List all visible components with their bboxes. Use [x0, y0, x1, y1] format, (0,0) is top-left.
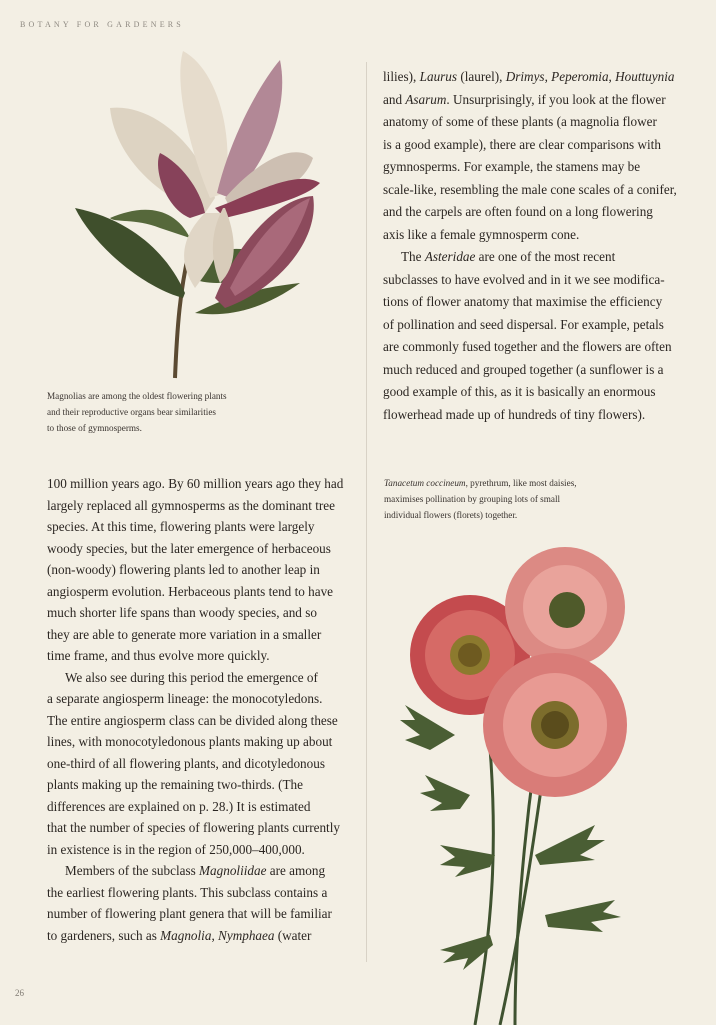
text-line — [47, 731, 343, 753]
italic-term: Asteridae — [424, 249, 476, 264]
text-segment: is a good example), there are clear comparisons with — [383, 136, 661, 152]
text-segment: that the number of species of flowering plants currently — [47, 820, 340, 835]
text-segment: gymnosperms. For example, the stamens may be — [383, 159, 641, 174]
text-segment: a separate angiosperm lineage: the monocotyledons. — [47, 691, 323, 706]
text-segment: (non-woody) flowering plants led to another leap in — [47, 562, 320, 577]
text-line — [47, 602, 343, 624]
text-line — [383, 111, 677, 134]
text-segment: to gardeners, such as — [47, 927, 161, 943]
text-line — [47, 860, 343, 882]
text-segment: and the carpels are often found on a long flowering — [383, 204, 653, 219]
text-line — [47, 753, 343, 775]
text-segment: , — [544, 69, 552, 84]
text-line — [47, 817, 343, 839]
text-segment: good example of this, as it is basically an enormous — [383, 384, 656, 399]
caption-line — [47, 420, 227, 436]
caption-segment: to those of gymnosperms. — [47, 423, 142, 433]
text-line — [47, 774, 343, 796]
pyrethrum-illustration — [395, 535, 655, 1025]
text-line — [47, 645, 343, 667]
italic-term: Nymphaea — [218, 927, 275, 943]
caption-segment: Magnolias are among the oldest flowering plants — [47, 391, 227, 401]
caption-segment: maximises pollination by grouping lots of small — [384, 494, 561, 504]
text-segment: are among — [266, 863, 326, 878]
italic-term: Magnoliidae — [199, 863, 267, 878]
text-segment: they are able to generate more variation in a smaller — [47, 626, 322, 642]
text-line — [383, 381, 677, 404]
text-segment: lines, with monocotyledonous plants making up about — [47, 734, 333, 749]
text-segment: We also see during this period the emergence of — [65, 669, 318, 685]
text-segment: and — [383, 91, 406, 107]
caption-segment: , pyrethrum, like most daisies, — [465, 478, 577, 488]
text-line — [383, 291, 677, 314]
text-line — [383, 404, 677, 427]
text-line — [47, 624, 343, 646]
text-segment: flowerhead made up of hundreds of tiny flowers). — [383, 406, 646, 422]
text-line — [47, 710, 343, 732]
left-column-text — [47, 473, 343, 946]
running-header: BOTANY FOR GARDENERS — [20, 20, 184, 29]
text-line — [47, 538, 343, 560]
text-segment: The — [401, 249, 425, 264]
text-segment: 100 million years ago. By 60 million years ago they had — [47, 476, 344, 491]
text-line — [383, 336, 677, 359]
italic-term: Laurus — [419, 69, 458, 84]
text-line — [47, 903, 343, 925]
text-segment: tions of flower anatomy that maximise the efficiency — [383, 294, 663, 309]
caption-line — [384, 491, 577, 507]
text-segment: are commonly fused together and the flowers are often — [383, 339, 672, 354]
text-line — [47, 839, 343, 861]
text-segment: differences are explained on p. 28.) It is estimated — [47, 798, 311, 814]
text-line — [47, 516, 343, 538]
caption-segment: individual flowers (florets) together. — [384, 510, 518, 520]
text-line — [383, 134, 677, 157]
text-segment: species. At this time, flowering plants were largely — [47, 519, 315, 534]
text-segment: The entire angiosperm class can be divided along these — [47, 712, 338, 728]
text-line — [383, 224, 677, 247]
text-line — [383, 179, 677, 202]
text-line — [383, 201, 677, 224]
page-number: 26 — [15, 988, 24, 998]
text-segment: much reduced and grouped together (a sunflower is a — [383, 361, 664, 377]
text-line — [383, 66, 677, 89]
italic-term: Tanacetum coccineum — [384, 478, 466, 488]
text-segment: woody species, but the later emergence of herbaceous — [47, 540, 331, 556]
text-segment: number of flowering plant genera that will be familiar — [47, 906, 332, 921]
caption-line — [384, 507, 577, 523]
text-line — [383, 156, 677, 179]
caption-line — [47, 404, 227, 420]
text-line — [383, 246, 677, 269]
text-segment: (water — [274, 927, 312, 943]
text-segment: of pollination and seed dispersal. For example, petals — [383, 316, 664, 332]
text-segment: , — [211, 927, 219, 943]
text-segment: plants making up the remaining two-thirds. (The — [47, 777, 304, 792]
magnolia-illustration — [65, 48, 350, 383]
text-line — [383, 89, 677, 112]
daisy-caption — [384, 475, 577, 523]
text-line — [383, 269, 677, 292]
italic-term: Houttuynia — [615, 69, 675, 84]
italic-term: Magnolia — [160, 927, 212, 943]
text-line — [47, 495, 343, 517]
text-segment: the earliest flowering plants. This subclass contains a — [47, 884, 328, 900]
italic-term: Peperomia — [551, 69, 609, 84]
text-segment: time frame, and thus evolve more quickly. — [47, 648, 270, 663]
text-segment: subclasses to have evolved and in it we see modifica- — [383, 271, 665, 287]
text-segment: axis like a female gymnosperm cone. — [383, 226, 580, 242]
text-line — [383, 359, 677, 382]
text-line — [47, 559, 343, 581]
caption-segment: and their reproductive organs bear similarities — [47, 407, 216, 417]
text-segment: , — [608, 69, 616, 84]
text-segment: angiosperm evolution. Herbaceous plants tend to have — [47, 583, 334, 599]
text-segment: largely replaced all gymnosperms as the dominant tree — [47, 497, 335, 513]
right-column-text — [383, 66, 677, 426]
text-segment: . Unsurprisingly, if you look at the flower — [446, 91, 666, 107]
text-segment: much shorter life spans than woody species, and so — [47, 605, 317, 620]
text-segment: scale-like, resembling the male cone scales of a conifer, — [383, 181, 677, 197]
italic-term: Drimys — [505, 69, 545, 84]
text-line — [47, 667, 343, 689]
text-line — [47, 796, 343, 818]
text-segment: one-third of all flowering plants, and dicotyledonous — [47, 755, 325, 771]
text-segment: in existence is in the region of 250,000–400,000. — [47, 841, 305, 857]
text-segment: Members of the subclass — [65, 863, 200, 878]
text-segment: are one of the most recent — [475, 249, 616, 264]
italic-term: Asarum — [405, 91, 447, 107]
text-line — [47, 925, 343, 947]
caption-line — [384, 475, 577, 491]
text-line — [383, 314, 677, 337]
text-line — [47, 581, 343, 603]
column-divider — [366, 62, 367, 962]
caption-line — [47, 388, 227, 404]
text-segment: (laurel), — [457, 69, 506, 84]
text-segment: anatomy of some of these plants (a magnolia flower — [383, 114, 657, 129]
text-line — [47, 882, 343, 904]
text-segment: lilies), — [383, 69, 420, 84]
text-line — [47, 688, 343, 710]
magnolia-caption — [47, 388, 227, 436]
text-line — [47, 473, 343, 495]
